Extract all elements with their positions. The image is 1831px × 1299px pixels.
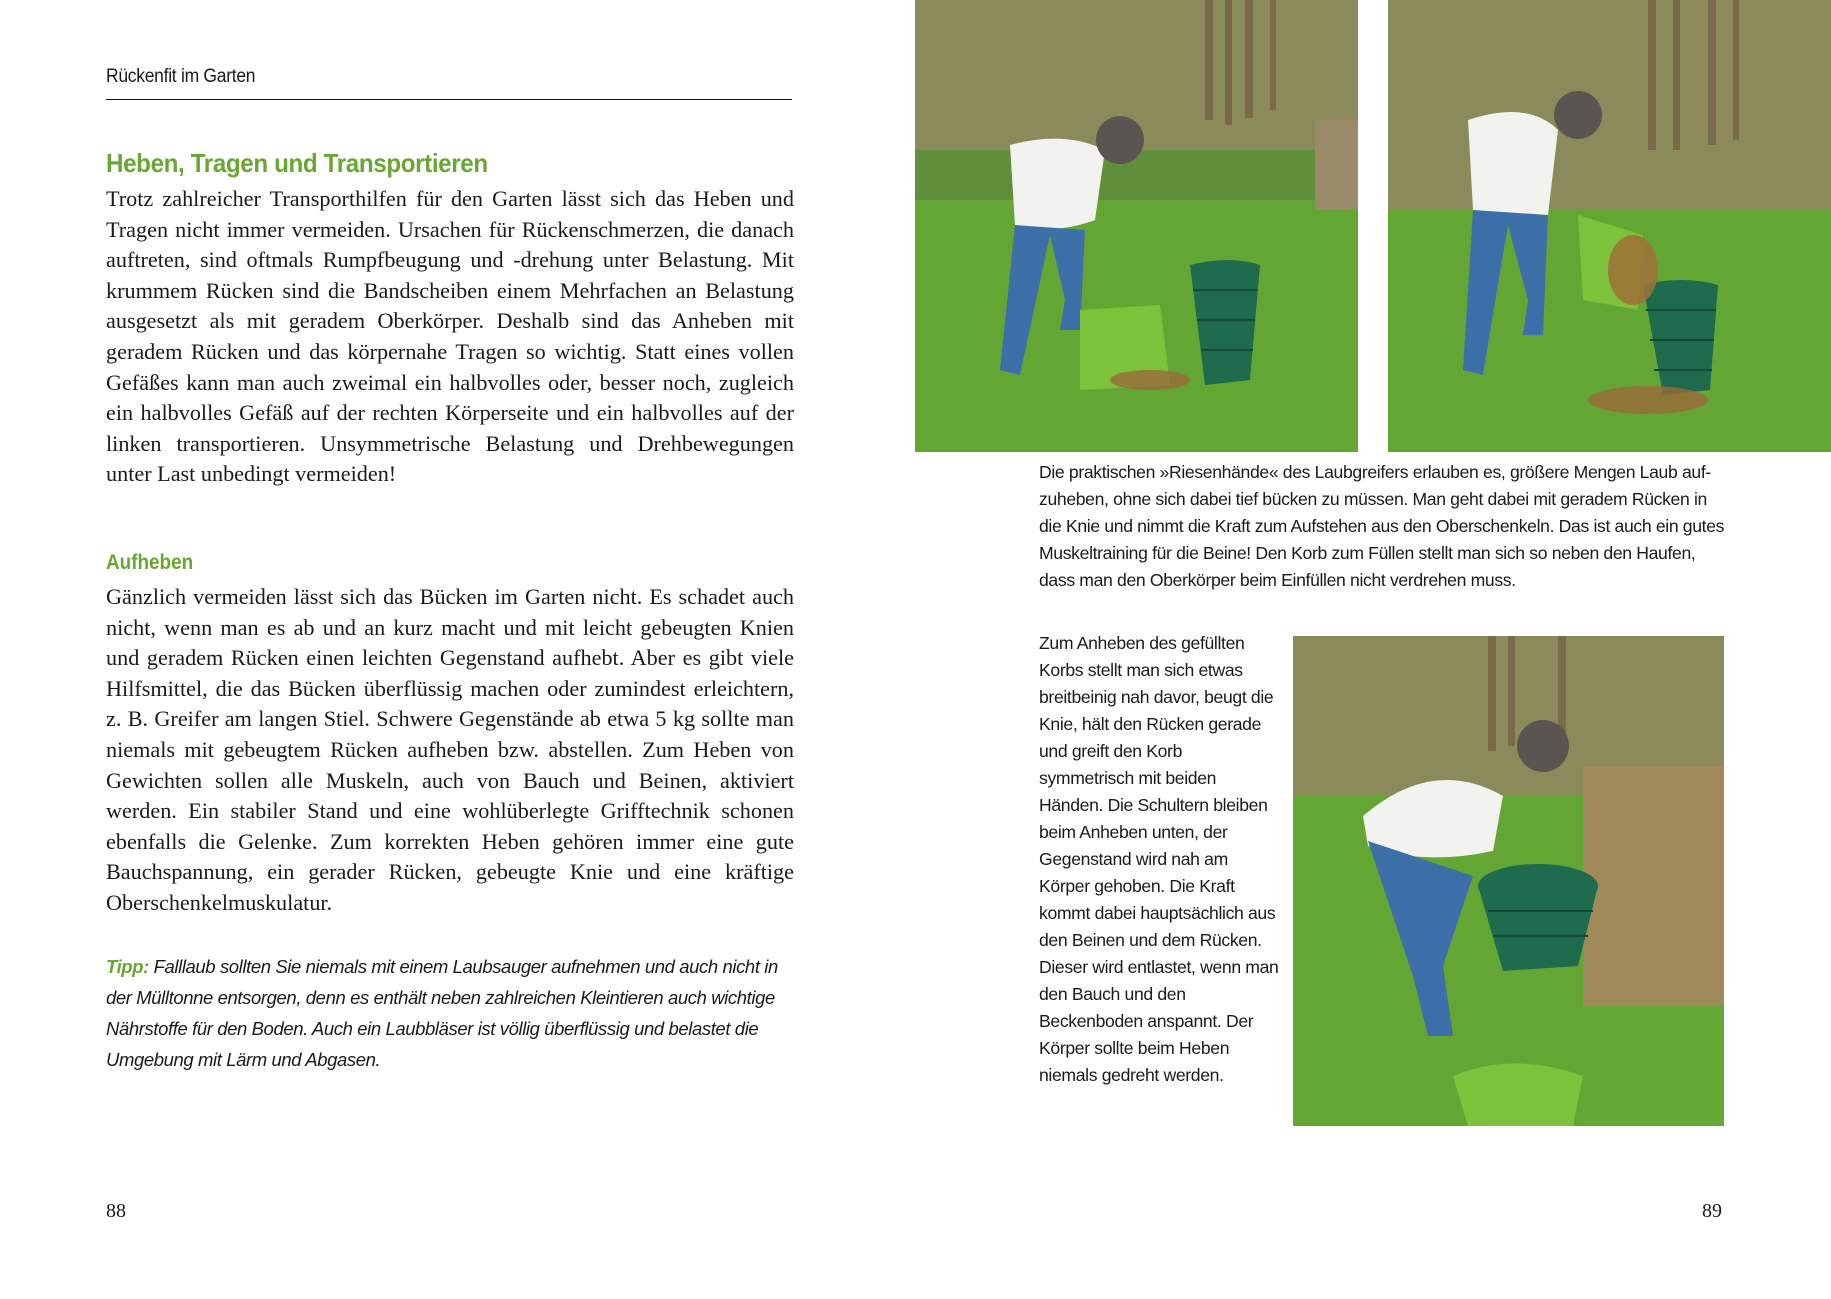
running-head: Rückenfit im Garten bbox=[106, 66, 256, 87]
tip-box bbox=[106, 951, 794, 1075]
page-number-left: 88 bbox=[106, 1200, 126, 1222]
photo-caption-top: Die praktischen »Riesenhände« des Laubgreifers erlauben es, größere Mengen Laub aufzuheben, ohne sich dabei tief bücken zu müssen. Man geht dabei mit geradem Rücken in die Knie und nimmt die Kraft zum Aufstehen aus den Oberschenkeln. Das ist auch ein gutes Muskeltraining für die Beine! Den Korb zum Füllen stellt man sich so neben den Haufen, dass man den Oberkörper beim Einfüllen nicht verdrehen muss. bbox=[1039, 462, 1725, 590]
garden-photo-1-image bbox=[915, 0, 1358, 452]
tip-text: Falllaub sollten Sie niemals mit einem Laubsauger aufnehmen und auch nicht in der Mülltonne entsorgen, denn es enthält neben zahlreichen Kleintieren auch wichtige Nährstoffe für den Boden. Auch ein Laubbläser ist völlig überflüssig und belastet die Umgebung mit Lärm und Abgasen. bbox=[106, 956, 778, 1070]
header-rule bbox=[106, 99, 792, 100]
photo-grabber-filling bbox=[1388, 0, 1831, 452]
right-page bbox=[915, 0, 1831, 1299]
left-page bbox=[0, 0, 915, 1299]
tip-label: Tipp: bbox=[106, 956, 149, 977]
garden-photo-3-image bbox=[1293, 636, 1724, 1126]
body-paragraph-1: Trotz zahlreicher Transporthilfen für den Garten lässt sich das Heben und Tragen nicht immer vermeiden. Ursachen für Rückenschmerzen, die danach auftreten, sind oftmals Rumpfbeugung und -drehung unter Belastung. Mit krummem Rücken sind die Bandscheiben einem Mehrfachen an Belastung ausgesetzt als mit geradem Oberkörper. Deshalb sind das Anheben mit geradem Rücken und das körpernahe Tragen so wichtig. Statt eines vollen Gefäßes kann man auch zweimal ein halbvolles oder, besser noch, zugleich ein halbvolles Gefäß auf der rechten Körperseite und ein halbvolles auf der linken transportieren. Unsymmetrische Belastung und Drehbewegungen unter Last unbedingt vermeiden! bbox=[106, 186, 794, 487]
page-number-right: 89 bbox=[1702, 1200, 1722, 1222]
subheading-aufheben: Aufheben bbox=[106, 551, 194, 574]
garden-photo-2-image bbox=[1388, 0, 1831, 452]
body-paragraph-2: Gänzlich vermeiden lässt sich das Bücken im Garten nicht. Es schadet auch nicht, wenn man es ab und an kurz macht und mit leicht gebeugten Knien und geradem Rücken einen leichten Gegenstand aufhebt. Aber es gibt viele Hilfsmittel, die das Bücken überflüssig machen oder zumindest erleichtern, z. B. Greifer am langen Stiel. Schwere Gegenstände ab etwa 5 kg sollte man niemals mit gebeugtem Rücken aufheben bzw. abstellen. Zum Heben von Gewichten sollen alle Muskeln, auch von Bauch und Beinen, aktiviert werden. Ein stabiler Stand und eine wohlüberlegte Grifftechnik schonen ebenfalls die Gelenke. Zum korrekten Heben gehören immer eine gute Bauchspannung, ein gerader Rücken, gebeugte Knie und eine kräftige Oberschenkelmuskulatur. bbox=[106, 584, 794, 915]
photo-caption-side: Zum Anheben des gefüllten Korbs stellt man sich etwas breitbeinig nah davor, beugt die Knie, hält den Rücken gerade und greift den Korb symmetrisch mit beiden Händen. Die Schultern bleiben beim Anheben unten, der Gegenstand wird nah am Körper gehoben. Die Kraft kommt dabei hauptsächlich aus den Beinen und dem Rücken. Dieser wird entlastet, wenn man den Bauch und den Beckenboden anspannt. Der Körper sollte beim Heben niemals gedreht werden. bbox=[1039, 633, 1279, 1085]
photo-grabber-bending bbox=[915, 0, 1358, 452]
section-heading: Heben, Tragen und Transportieren bbox=[106, 148, 488, 178]
photo-lifting-basket bbox=[1293, 636, 1724, 1126]
